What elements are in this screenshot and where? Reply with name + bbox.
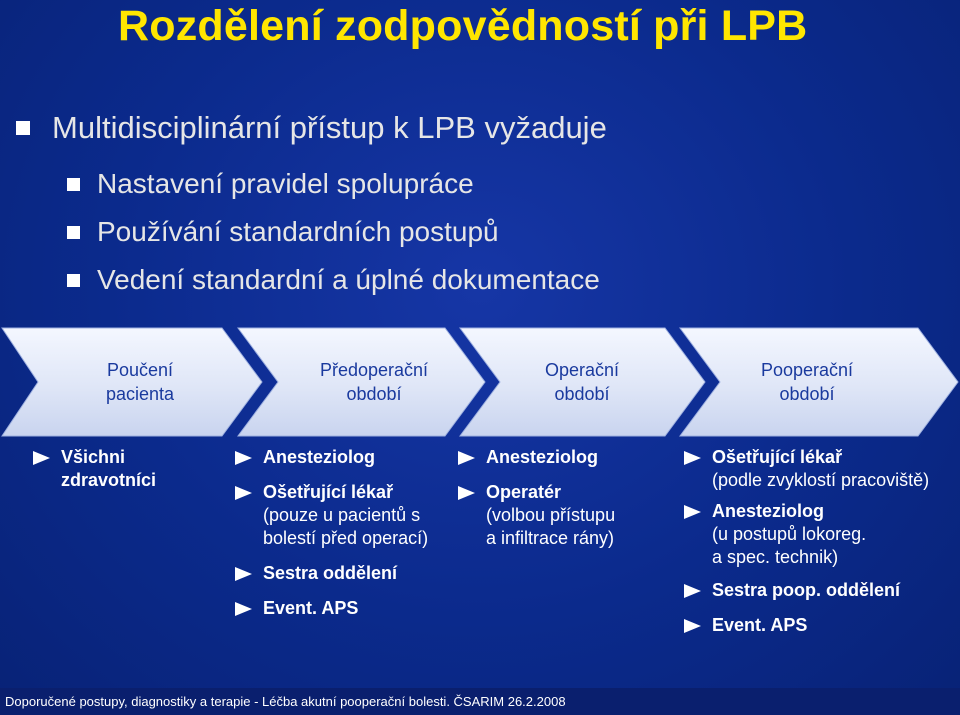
triangle-bullet-icon (235, 602, 252, 616)
sub-bullet-text: Nastavení pravidel spolupráce (97, 168, 474, 199)
responsibility-item: Ošetřující lékař (podle zvyklostí pracoviště) (684, 446, 929, 492)
square-bullet-icon (67, 226, 80, 239)
phase-label: Poučení pacienta (105, 360, 175, 404)
responsibility-item: Všichni zdravotníci (33, 446, 156, 492)
sub-bullet-text: Používání standardních postupů (97, 216, 499, 247)
sub-bullet (67, 168, 474, 200)
responsibility-item: Anesteziolog (235, 446, 428, 469)
phase-label: Pooperační období (760, 360, 854, 404)
sub-bullet-text: Vedení standardní a úplné dokumentace (97, 264, 600, 295)
triangle-bullet-icon (458, 486, 475, 500)
process-chevrons (0, 322, 960, 442)
responsibility-column (235, 446, 428, 620)
triangle-bullet-icon (684, 451, 701, 465)
responsibility-item: Anesteziolog (u postupů lokoreg. a spec. technik) (684, 500, 929, 569)
responsibility-item: Sestra poop. oddělení (684, 579, 929, 602)
square-bullet-icon (16, 121, 30, 135)
responsibility-item: Sestra oddělení (235, 562, 428, 585)
responsibility-item: Ošetřující lékař (pouze u pacientů s bolestí před operací) (235, 481, 428, 550)
triangle-bullet-icon (33, 451, 50, 465)
triangle-bullet-icon (235, 451, 252, 465)
slide-title: Rozdělení zodpovědností při LPB (118, 2, 808, 50)
responsibility-item: Operatér (volbou přístupu a infiltrace rány) (458, 481, 615, 550)
triangle-bullet-icon (458, 451, 475, 465)
main-bullet (16, 110, 607, 146)
responsibility-column (33, 446, 156, 492)
responsibility-item: Event. APS (235, 597, 428, 620)
triangle-bullet-icon (684, 619, 701, 633)
responsibility-item: Event. APS (684, 614, 929, 637)
triangle-bullet-icon (684, 505, 701, 519)
sub-bullet (67, 264, 600, 296)
responsibility-column (684, 446, 929, 637)
square-bullet-icon (67, 178, 80, 191)
sub-bullet (67, 216, 499, 248)
responsibility-item: Anesteziolog (458, 446, 615, 469)
triangle-bullet-icon (235, 567, 252, 581)
responsibility-column (458, 446, 615, 550)
triangle-bullet-icon (684, 584, 701, 598)
phase-label: Operační období (544, 360, 620, 404)
main-bullet-text: Multidisciplinární přístup k LPB vyžaduje (52, 110, 607, 145)
footer-citation: Doporučené postupy, diagnostiky a terapie - Léčba akutní pooperační bolesti. ČSARIM 26.2.2008 (0, 688, 960, 715)
phase-label: Předoperační období (319, 360, 429, 404)
triangle-bullet-icon (235, 486, 252, 500)
square-bullet-icon (67, 274, 80, 287)
